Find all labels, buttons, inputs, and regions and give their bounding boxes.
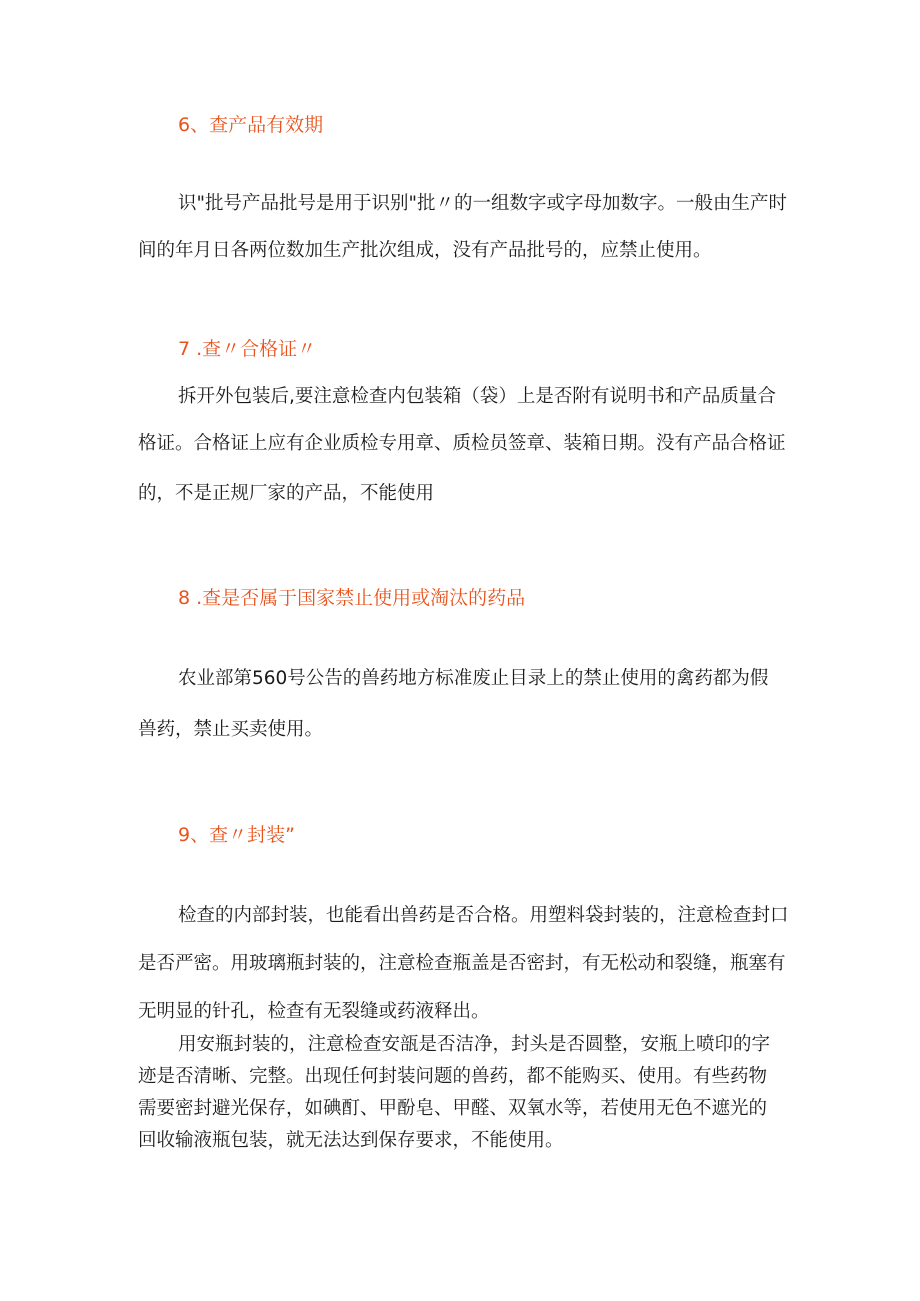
section-7-heading: 7 .查〃合格证〃: [178, 338, 317, 360]
section-9-heading: 9、查〃封装”: [178, 824, 295, 846]
document-page: 6、查产品有效期 识"批号产品批号是用于识别"批〃的一组数字或字母加数字。一般由生产时 间的年月日各两位数加生产批次组成，没有产品批号的，应禁止使用。 7 .查〃合格证〃 拆开外包装后,要注意检查内包装箱（袋）上是否附有说明书和产品质量合 格证。合格证上应有企业质检专用章、质检员签章、装箱日期。没有产品合格证 的，不是正规厂家的产品，不能使用 8 .查是否属于国家禁止使用或淘汰的药品 农业部第560号公告的兽药地方标准废止目录上的禁止使用的禽药都为假 兽药，禁止买卖使用。 9、查〃封装” 检查的内部封装，也能看出兽药是否合格。用塑料袋封装的，注意检查封口 是否严密。用玻璃瓶封装的，注意检查瓶盖是否密封，有无松动和裂缝，瓶塞有 无明显的针孔，检查有无裂缝或药液释出。 用安瓶封装的，注意检查安瓿是否洁净，封头是否圆整，安瓶上喷印的字 迹是否清晰、完整。出现任何封装问题的兽药，都不能购买、使用。有些药物 需要密封避光保存，如碘酊、甲酚皂、甲醛、双氧水等，若使用无色不遮光的 回收输液瓶包装，就无法达到保存要求，不能使用。: [0, 0, 920, 1301]
section-8-heading: 8 .查是否属于国家禁止使用或淘汰的药品: [178, 587, 526, 609]
section-6-heading: 6、查产品有效期: [178, 114, 324, 136]
